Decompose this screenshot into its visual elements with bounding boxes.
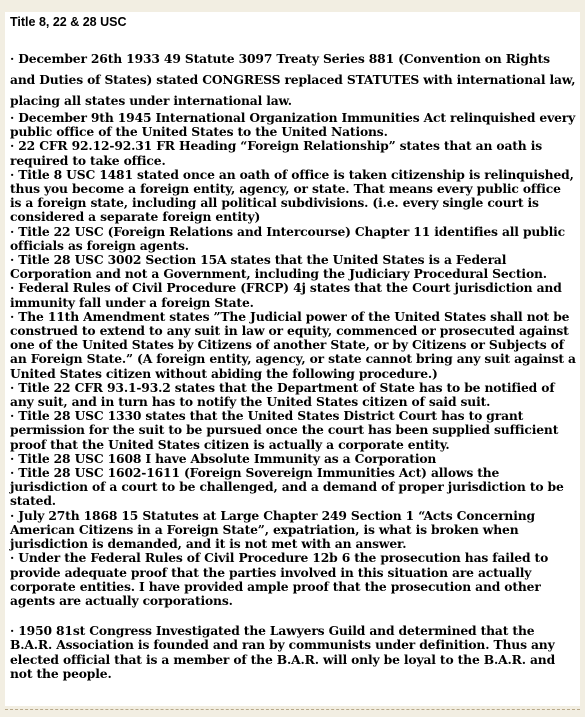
document-panel	[5, 12, 580, 706]
list-item: · Title 22 USC (Foreign Relations and Intercourse) Chapter 11 identifies all public officials as foreign agents.	[10, 223, 566, 253]
list-item: · 22 CFR 92.12-92.31 FR Heading “Foreign Relationship” states that an oath is required to take office.	[10, 138, 543, 168]
list-item: · 1950 81st Congress Investigated the Lawyers Guild and determined that the B.A.R. Association is founded and ran by communists under definition. Thus any elected official that is a member of the B.A.R. will only be loyal to the B.A.R. and not the people.	[10, 623, 556, 681]
list-item: · Title 28 USC 3002 Section 15A states that the United States is a Federal Corporation and not a Government, including the Judiciary Procedural Section.	[10, 252, 547, 282]
list-item: · December 26th 1933 49 Statute 3097 Treaty Series 881 (Convention on Rights and Duties of States) stated CONGRESS replaced STATUTES with international law, placing all states under international law.	[10, 51, 576, 108]
list-item: · Title 8 USC 1481 stated once an oath of office is taken citizenship is relinquished, thus you become a foreign entity, agency, or state. That means every public office is a foreign state, including all political subdivisions. (i.e. every single court is considered a separate foreign entity)	[10, 166, 574, 225]
statute-list	[10, 48, 576, 681]
list-item: · Title 28 USC 1330 states that the United States District Court has to grant permission for the suit to be pursued once the court has been supplied sufficient proof that the United States citizen is actually a corporate entity.	[10, 408, 559, 452]
list-item: · December 9th 1945 International Organization Immunities Act relinquished every public office of the United States to the United Nations.	[10, 110, 576, 140]
list-item: · July 27th 1868 15 Statutes at Large Chapter 249 Section 1 “Acts Concerning American Citizens in a Foreign State”, expatriation, is what is broken when jurisdiction is demanded, and it is not met with an answer.	[10, 507, 535, 552]
document-title: Title 8, 22 & 28 USC	[10, 15, 127, 29]
bottom-divider	[5, 709, 580, 710]
list-item: · The 11th Amendment states ”The Judicial power of the United States shall not be construed to extend to any suit in law or equity, commenced or prosecuted against one of the United States by Citizens of another State, or by Citizens or Subjects of an Foreign State.” (A foreign entity, agency, or state cannot bring any suit against a United States citizen without abiding the following procedure.)	[10, 308, 576, 381]
list-item: · Title 28 USC 1608 I have Absolute Immunity as a Corporation	[10, 450, 437, 466]
list-item: · Federal Rules of Civil Procedure (FRCP) 4j states that the Court jurisdiction and immunity fall under a foreign State.	[10, 280, 562, 310]
list-item: · Title 28 USC 1602-1611 (Foreign Sovereign Immunities Act) allows the jurisdiction of a court to be challenged, and a demand of proper jurisdiction to be stated.	[10, 465, 564, 509]
list-item: · Under the Federal Rules of Civil Procedure 12b 6 the prosecution has failed to provide adequate proof that the parties involved in this situation are actually corporate entities. I have provided ample proof that the prosecution and other agents are actually corporations.	[10, 550, 549, 608]
list-item: · Title 22 CFR 93.1-93.2 states that the Department of State has to be notified of any suit, and in turn has to notify the United States citizen of said suit.	[10, 379, 555, 410]
